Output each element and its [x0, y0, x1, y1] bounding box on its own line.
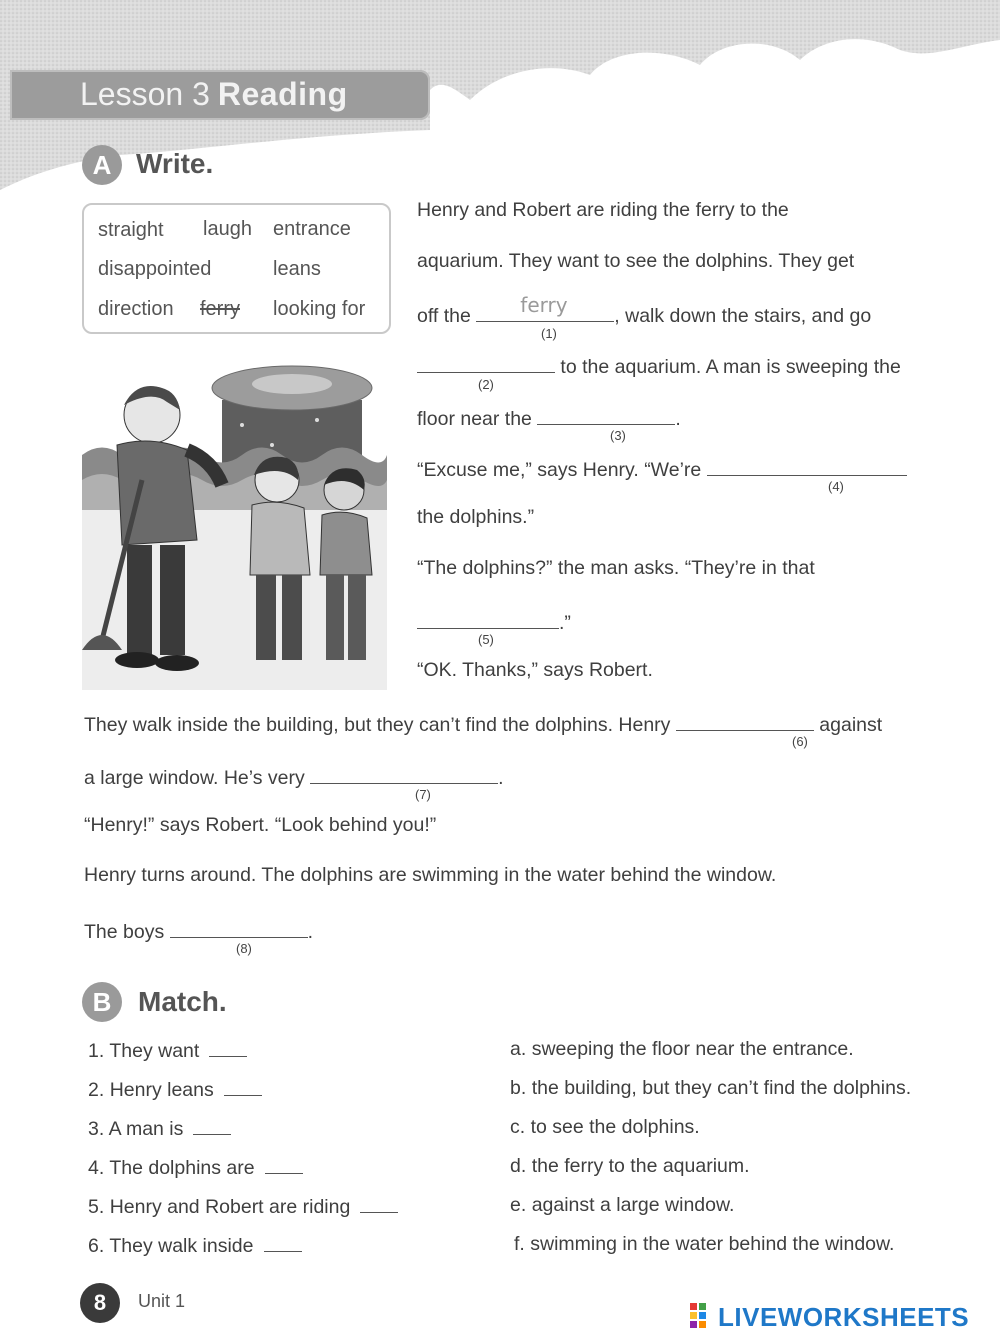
- section-a-badge: A: [82, 145, 122, 185]
- blank-5[interactable]: [417, 608, 559, 629]
- match-blank[interactable]: [224, 1095, 262, 1096]
- blank-number: (5): [478, 632, 494, 647]
- match-left-item: [88, 1157, 303, 1180]
- story-text: .: [307, 921, 314, 943]
- blank-7[interactable]: [310, 763, 498, 784]
- match-text: sweeping the floor near the entrance.: [531, 1038, 854, 1060]
- match-blank[interactable]: [264, 1251, 302, 1252]
- blank-2[interactable]: [417, 352, 555, 373]
- word-bank-item: disappointed: [98, 258, 212, 280]
- match-text: the building, but they can’t find the dolphins.: [531, 1077, 912, 1099]
- liveworksheets-logo-icon: [690, 1303, 716, 1329]
- match-text: A man is: [108, 1118, 184, 1140]
- match-left-item: [88, 1118, 231, 1141]
- match-right-item: [514, 1233, 894, 1256]
- match-blank[interactable]: [360, 1212, 398, 1213]
- match-left-item: [88, 1196, 398, 1219]
- match-left-item: [88, 1079, 262, 1102]
- match-letter: a.: [510, 1038, 527, 1060]
- lesson-title: Reading: [217, 76, 348, 112]
- story-text: , walk down the stairs, and go: [614, 305, 872, 327]
- story-line-1: Henry and Robert are riding the ferry to the: [417, 199, 789, 221]
- story-text: .: [675, 408, 681, 430]
- story-text: .”: [559, 612, 571, 634]
- story-line-10: “OK. Thanks,” says Robert.: [417, 659, 653, 681]
- word-bank-item: looking for: [273, 298, 366, 320]
- story-line-12: [84, 763, 504, 790]
- match-number: 5.: [88, 1196, 105, 1218]
- blank-8[interactable]: [170, 917, 308, 938]
- blank-number: (4): [828, 479, 844, 494]
- match-right-item: [510, 1038, 854, 1061]
- story-text: .: [498, 767, 504, 789]
- match-number: 4.: [88, 1157, 105, 1179]
- match-left-item: [88, 1040, 247, 1063]
- match-text: Henry leans: [109, 1079, 214, 1101]
- match-text: swimming in the water behind the window.: [530, 1233, 895, 1255]
- blank-4[interactable]: [707, 455, 907, 476]
- story-text: “Excuse me,” says Henry. “We’re: [417, 459, 702, 481]
- blank-3[interactable]: [537, 404, 675, 425]
- match-number: 1.: [88, 1040, 105, 1062]
- section-a-title: Write.: [136, 148, 214, 179]
- blank-number: (1): [541, 326, 557, 341]
- match-letter: c.: [510, 1116, 526, 1138]
- match-number: 2.: [88, 1079, 105, 1101]
- blank-number: (8): [236, 941, 252, 956]
- word-bank-item: entrance: [273, 218, 351, 240]
- match-letter: b.: [510, 1077, 527, 1099]
- match-right-item: [510, 1116, 700, 1139]
- story-text: They walk inside the building, but they can’t find the dolphins. Henry: [84, 714, 671, 736]
- match-text: The dolphins are: [109, 1157, 255, 1179]
- story-text: to the aquarium. A man is sweeping the: [560, 356, 901, 378]
- match-text: They want: [109, 1040, 200, 1062]
- answer-1: ferry: [520, 293, 568, 317]
- page-number: 8: [80, 1283, 120, 1323]
- story-line-9: [417, 608, 571, 635]
- match-letter: d.: [510, 1155, 527, 1177]
- blank-6[interactable]: [676, 710, 814, 731]
- story-line-7: the dolphins.”: [417, 506, 535, 528]
- match-right-item: [510, 1194, 734, 1217]
- match-text: to see the dolphins.: [530, 1116, 700, 1138]
- word-bank-item: straight: [98, 219, 164, 241]
- match-text: Henry and Robert are riding: [109, 1196, 351, 1218]
- match-right-item: [510, 1155, 750, 1178]
- section-b-badge: B: [82, 982, 122, 1022]
- blank-number: (7): [415, 787, 431, 802]
- match-left-item: [88, 1235, 302, 1258]
- word-bank-item: laugh: [203, 218, 252, 240]
- aquarium-illustration: [82, 360, 387, 690]
- liveworksheets-logo: [690, 1302, 969, 1333]
- story-text: off the: [417, 305, 471, 327]
- blank-number: (2): [478, 377, 494, 392]
- word-bank-item-crossed: ferry: [200, 298, 240, 320]
- match-blank[interactable]: [265, 1173, 303, 1174]
- unit-label: Unit 1: [138, 1291, 186, 1311]
- story-line-14: Henry turns around. The dolphins are swimming in the water behind the window.: [84, 864, 777, 886]
- match-blank[interactable]: [209, 1056, 247, 1057]
- lesson-heading: [80, 76, 348, 113]
- story-line-5: [417, 404, 681, 431]
- story-line-13: “Henry!” says Robert. “Look behind you!”: [84, 814, 437, 836]
- section-b-title: Match.: [138, 986, 227, 1017]
- word-bank-item: direction: [98, 298, 174, 320]
- blank-1[interactable]: [476, 293, 614, 322]
- match-text: the ferry to the aquarium.: [531, 1155, 750, 1177]
- lesson-number: Lesson 3: [80, 76, 210, 112]
- match-letter: e.: [510, 1194, 527, 1216]
- match-text: They walk inside: [109, 1235, 254, 1257]
- match-number: 3.: [88, 1118, 105, 1140]
- blank-number: (3): [610, 428, 626, 443]
- story-line-15: [84, 917, 313, 944]
- story-line-11: [84, 710, 882, 737]
- story-text: The boys: [84, 921, 165, 943]
- match-number: 6.: [88, 1235, 105, 1257]
- match-blank[interactable]: [193, 1134, 231, 1135]
- brand-name: LIVEWORKSHEETS: [718, 1302, 970, 1332]
- match-letter: f.: [514, 1233, 525, 1255]
- story-line-2: aquarium. They want to see the dolphins. They get: [417, 250, 855, 272]
- story-text: against: [819, 714, 883, 736]
- match-right-item: [510, 1077, 911, 1100]
- story-line-3: [417, 293, 872, 328]
- story-line-4: [417, 352, 901, 379]
- blank-number: (6): [792, 734, 808, 749]
- word-bank-item: leans: [273, 258, 321, 280]
- story-text: a large window. He’s very: [84, 767, 305, 789]
- story-line-8: “The dolphins?” the man asks. “They’re in that: [417, 557, 815, 579]
- match-text: against a large window.: [531, 1194, 735, 1216]
- story-text: floor near the: [417, 408, 532, 430]
- story-line-6: [417, 455, 907, 482]
